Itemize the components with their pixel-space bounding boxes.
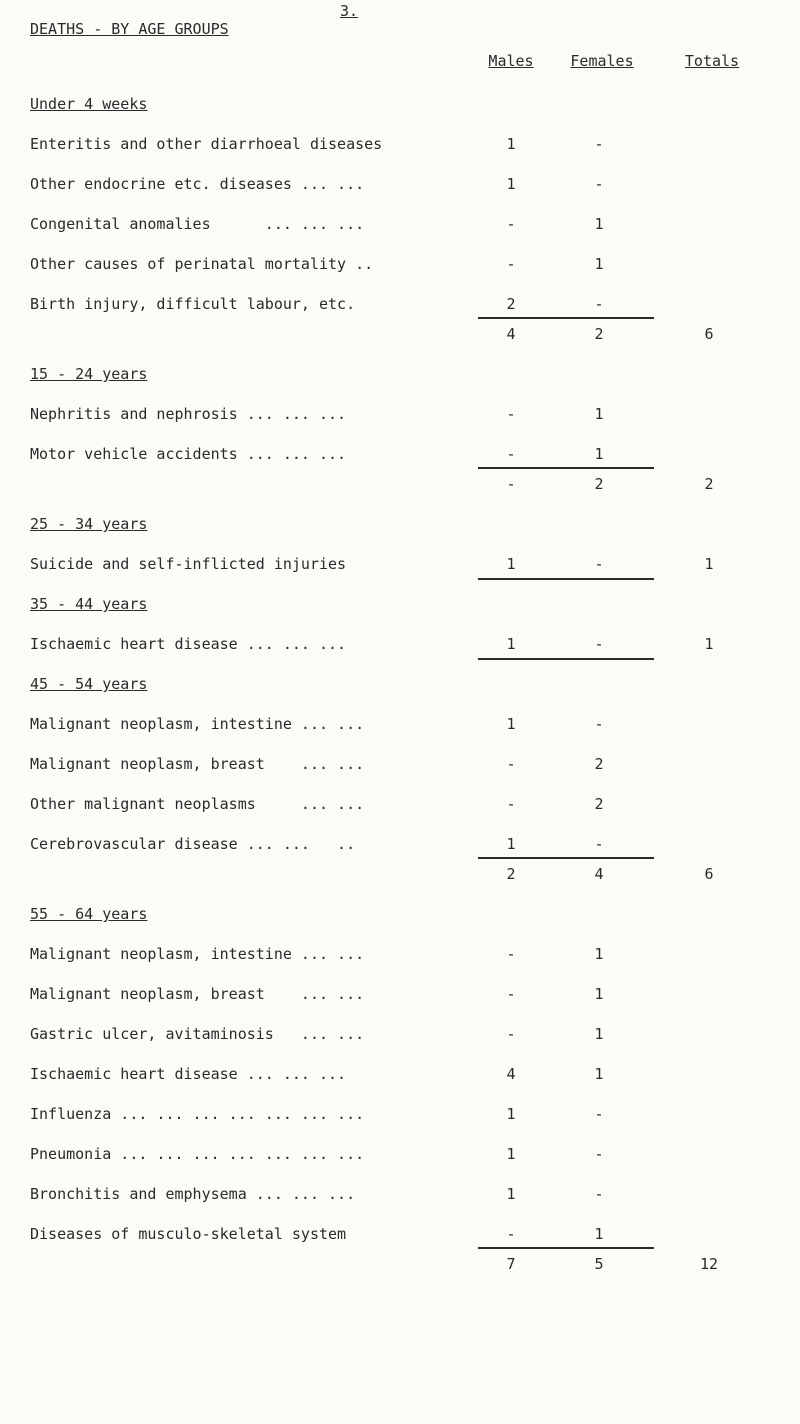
- cause-label: Ischaemic heart disease ... ... ...: [30, 1065, 347, 1083]
- females-count: 1: [594, 1225, 604, 1243]
- totals-subtotal: 6: [704, 325, 714, 343]
- males-count: -: [506, 1225, 516, 1243]
- females-count: -: [594, 175, 604, 193]
- subtotal-row: [0, 325, 800, 345]
- totals-subtotal: 2: [704, 475, 714, 493]
- cause-label: Bronchitis and emphysema ... ... ...: [30, 1185, 356, 1203]
- age-group-heading: [0, 515, 800, 535]
- males-subtotal: 2: [506, 865, 516, 883]
- females-subtotal: 2: [594, 475, 604, 493]
- males-count: -: [506, 405, 516, 423]
- table-row: [0, 835, 800, 855]
- females-count: 1: [594, 445, 604, 463]
- table-row: [0, 215, 800, 235]
- age-group-label: 45 - 54 years: [30, 675, 148, 693]
- females-count: -: [594, 835, 604, 853]
- males-count: -: [506, 215, 516, 233]
- females-count: 1: [594, 945, 604, 963]
- females-count: 1: [594, 405, 604, 423]
- table-row: [0, 1145, 800, 1165]
- age-group-heading: [0, 675, 800, 695]
- males-count: 1: [506, 1145, 516, 1163]
- males-count: 1: [506, 1185, 516, 1203]
- males-count: -: [506, 985, 516, 1003]
- males-count: 1: [506, 135, 516, 153]
- table-row: [0, 1065, 800, 1085]
- subtotal-row: [0, 865, 800, 885]
- table-row: [0, 135, 800, 155]
- table-row: [0, 555, 800, 575]
- females-count: -: [594, 555, 604, 573]
- age-group-heading: [0, 905, 800, 925]
- cause-label: Malignant neoplasm, intestine ... ...: [30, 715, 365, 733]
- underline-rule: [478, 578, 654, 580]
- females-count: 1: [594, 985, 604, 1003]
- age-group-label: 25 - 34 years: [30, 515, 148, 533]
- document-title: DEATHS - BY AGE GROUPS: [30, 20, 229, 38]
- age-group-label: 15 - 24 years: [30, 365, 148, 383]
- table-row: [0, 1225, 800, 1245]
- males-subtotal: 4: [506, 325, 516, 343]
- cause-label: Nephritis and nephrosis ... ... ...: [30, 405, 347, 423]
- females-count: -: [594, 295, 604, 313]
- age-group-label: 35 - 44 years: [30, 595, 148, 613]
- table-row: [0, 755, 800, 775]
- females-count: 2: [594, 795, 604, 813]
- females-count: 1: [594, 1025, 604, 1043]
- males-count: 1: [506, 175, 516, 193]
- females-subtotal: 4: [594, 865, 604, 883]
- table-row: [0, 1105, 800, 1125]
- males-count: 1: [506, 555, 516, 573]
- table-row: [0, 255, 800, 275]
- table-row: [0, 945, 800, 965]
- table-row: [0, 715, 800, 735]
- females-count: -: [594, 715, 604, 733]
- column-header-totals: Totals: [684, 52, 740, 70]
- males-count: 1: [506, 835, 516, 853]
- subtotal-row: [0, 1255, 800, 1275]
- females-count: -: [594, 635, 604, 653]
- table-row: [0, 1025, 800, 1045]
- females-subtotal: 2: [594, 325, 604, 343]
- cause-label: Pneumonia ... ... ... ... ... ... ...: [30, 1145, 365, 1163]
- underline-rule: [478, 857, 654, 859]
- cause-label: Enteritis and other diarrhoeal diseases: [30, 135, 383, 153]
- page-number: 3.: [340, 2, 359, 20]
- males-subtotal: -: [506, 475, 516, 493]
- underline-rule: [478, 658, 654, 660]
- totals-subtotal: 12: [699, 1255, 719, 1273]
- females-count: 1: [594, 215, 604, 233]
- males-count: 1: [506, 635, 516, 653]
- table-row: [0, 1185, 800, 1205]
- cause-label: Suicide and self-inflicted injuries: [30, 555, 347, 573]
- cause-label: Other endocrine etc. diseases ... ...: [30, 175, 365, 193]
- males-count: -: [506, 1025, 516, 1043]
- table-row: [0, 795, 800, 815]
- males-count: -: [506, 445, 516, 463]
- table-row: [0, 405, 800, 425]
- cause-label: Malignant neoplasm, intestine ... ...: [30, 945, 365, 963]
- females-count: 1: [594, 1065, 604, 1083]
- females-count: 2: [594, 755, 604, 773]
- table-row: [0, 295, 800, 315]
- cause-label: Birth injury, difficult labour, etc.: [30, 295, 356, 313]
- table-row: [0, 985, 800, 1005]
- cause-label: Malignant neoplasm, breast ... ...: [30, 985, 365, 1003]
- males-count: -: [506, 795, 516, 813]
- age-group-heading: [0, 365, 800, 385]
- age-group-heading: [0, 595, 800, 615]
- cause-label: Influenza ... ... ... ... ... ... ...: [30, 1105, 365, 1123]
- subtotal-row: [0, 475, 800, 495]
- cause-label: Motor vehicle accidents ... ... ...: [30, 445, 347, 463]
- males-count: 2: [506, 295, 516, 313]
- males-count: -: [506, 255, 516, 273]
- cause-label: Diseases of musculo-skeletal system: [30, 1225, 347, 1243]
- males-subtotal: 7: [506, 1255, 516, 1273]
- males-count: -: [506, 755, 516, 773]
- age-group-label: 55 - 64 years: [30, 905, 148, 923]
- males-count: 4: [506, 1065, 516, 1083]
- cause-label: Congenital anomalies ... ... ...: [30, 215, 365, 233]
- totals-count: 1: [704, 635, 714, 653]
- table-row: [0, 445, 800, 465]
- cause-label: Other causes of perinatal mortality ..: [30, 255, 374, 273]
- age-group-label: Under 4 weeks: [30, 95, 148, 113]
- cause-label: Gastric ulcer, avitaminosis ... ...: [30, 1025, 365, 1043]
- females-count: -: [594, 135, 604, 153]
- column-header-females: Females: [570, 52, 634, 70]
- males-count: 1: [506, 715, 516, 733]
- underline-rule: [478, 467, 654, 469]
- males-count: 1: [506, 1105, 516, 1123]
- underline-rule: [478, 317, 654, 319]
- cause-label: Cerebrovascular disease ... ... ..: [30, 835, 356, 853]
- males-count: -: [506, 945, 516, 963]
- females-count: -: [594, 1185, 604, 1203]
- totals-subtotal: 6: [704, 865, 714, 883]
- totals-count: 1: [704, 555, 714, 573]
- age-group-heading: [0, 95, 800, 115]
- females-subtotal: 5: [594, 1255, 604, 1273]
- cause-label: Malignant neoplasm, breast ... ...: [30, 755, 365, 773]
- females-count: 1: [594, 255, 604, 273]
- cause-label: Other malignant neoplasms ... ...: [30, 795, 365, 813]
- underline-rule: [478, 1247, 654, 1249]
- table-row: [0, 175, 800, 195]
- column-header-males: Males: [488, 52, 534, 70]
- females-count: -: [594, 1105, 604, 1123]
- table-row: [0, 635, 800, 655]
- females-count: -: [594, 1145, 604, 1163]
- cause-label: Ischaemic heart disease ... ... ...: [30, 635, 347, 653]
